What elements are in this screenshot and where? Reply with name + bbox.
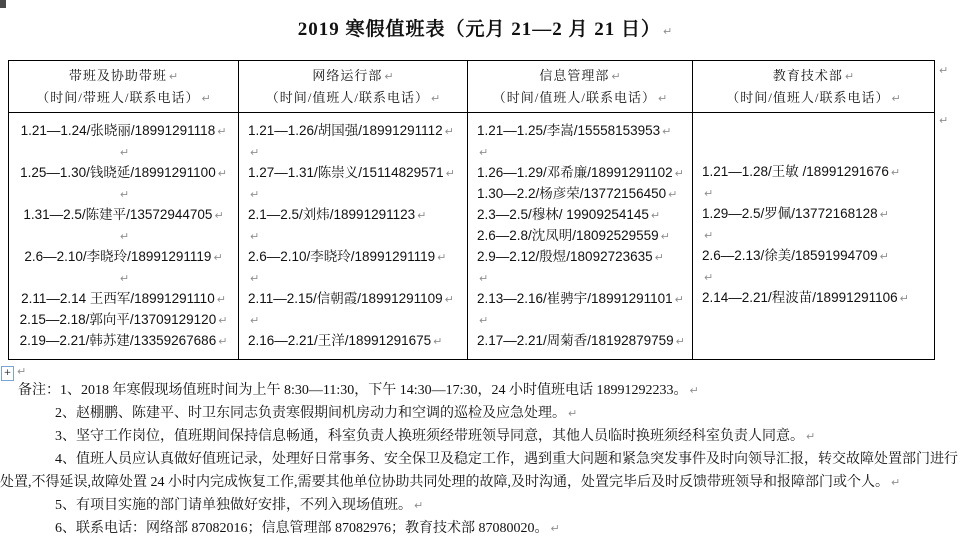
paragraph-mark: ↵ <box>479 272 489 285</box>
column-body <box>468 113 692 359</box>
paragraph-mark: ↵ <box>445 167 455 180</box>
column-header-title: 教育技术部 <box>772 67 843 83</box>
paragraph-mark: ↵ <box>216 293 226 306</box>
paragraph-mark: ↵ <box>119 188 130 201</box>
paragraph-mark: ↵ <box>218 314 228 327</box>
paragraph-mark: ↵ <box>119 146 130 159</box>
paragraph-mark: ↵ <box>650 209 661 222</box>
object-anchor-icon: + <box>1 366 14 381</box>
column-lead-duty <box>9 61 239 359</box>
duty-line: 1.21—1.28/王敏 /18991291676 ↵ <box>702 164 901 179</box>
paragraph-mark: ↵ <box>658 91 668 105</box>
paragraph-mark: ↵ <box>417 209 427 222</box>
duty-line <box>477 141 692 162</box>
paragraph-mark: ↵ <box>704 229 714 242</box>
column-header <box>9 61 238 113</box>
paragraph-mark: ↵ <box>217 125 227 138</box>
duty-line: 2.11—2.14 王西军/18991291110 ↵ <box>21 291 226 306</box>
duty-line: 1.30—2.2/杨彦荣/13772156450 ↵ <box>477 186 678 201</box>
paragraph-mark: ↵ <box>879 208 889 221</box>
duty-line: 1.26—1.29/邓希廉/18991291102 ↵ <box>477 165 684 180</box>
paragraph-mark: ↵ <box>611 69 621 83</box>
text-boundary-corner-mark <box>0 0 6 8</box>
duty-line: 2.9—2.12/殷煜/18092723635 ↵ <box>477 249 664 264</box>
paragraph-mark: ↵ <box>675 335 685 348</box>
duty-line: 2.6—2.8/沈凤明/18092529559 ↵ <box>477 228 670 243</box>
paragraph-mark: ↵ <box>568 407 578 420</box>
duty-line: 2.15—2.18/郭向平/13709129120 ↵ <box>19 312 228 327</box>
column-body <box>693 113 934 359</box>
column-header-subtitle: （时间/值班人/联系电话） <box>265 89 429 105</box>
column-header-subtitle: （时间/带班人/联系电话） <box>36 89 200 105</box>
page-title <box>0 14 970 41</box>
column-header <box>239 61 467 113</box>
duty-line <box>477 267 692 288</box>
paragraph-mark: ↵ <box>17 365 27 378</box>
duty-line: 2.6—2.10/李晓玲/18991291119 ↵ <box>24 249 223 264</box>
duty-line <box>9 267 238 288</box>
end-of-row-mark: ↵ <box>939 64 949 77</box>
paragraph-mark: ↵ <box>891 476 901 489</box>
duty-line: 1.27—1.31/陈崇义/15114829571 ↵ <box>248 165 455 180</box>
paragraph-mark: ↵ <box>479 314 489 327</box>
paragraph-mark: ↵ <box>214 209 224 222</box>
duty-line: 2.6—2.10/李晓玲/18991291119 ↵ <box>248 249 447 264</box>
paragraph-mark: ↵ <box>662 125 672 138</box>
duty-line: 2.19—2.21/韩苏建/13359267686 ↵ <box>19 333 228 348</box>
duty-line <box>9 141 238 162</box>
duty-line: 2.17—2.21/周菊香/18192879759 ↵ <box>477 333 685 348</box>
duty-line <box>477 309 692 330</box>
column-header-subtitle: （时间/值班人/联系电话） <box>726 89 890 105</box>
paragraph-mark: ↵ <box>844 69 855 83</box>
paragraph-mark: ↵ <box>704 271 714 284</box>
duty-line <box>702 266 934 287</box>
duty-line <box>9 225 238 246</box>
column-header-title: 信息管理部 <box>539 67 610 83</box>
duty-line: 1.21—1.25/李嵩/15558153953 ↵ <box>477 123 672 138</box>
paragraph-mark: ↵ <box>119 230 130 243</box>
duty-line: 1.21—1.24/张晓丽/18991291118 ↵ <box>20 123 227 138</box>
paragraph-mark: ↵ <box>890 166 901 179</box>
paragraph-mark: ↵ <box>663 25 673 38</box>
paragraph-mark: ↵ <box>213 251 223 264</box>
end-of-row-mark: ↵ <box>939 114 949 127</box>
column-network-operations <box>239 61 468 359</box>
paragraph-mark: ↵ <box>414 499 424 512</box>
paragraph-mark: ↵ <box>250 272 260 285</box>
duty-line <box>248 183 467 204</box>
note-item: 2、赵棚鹏、陈建平、时卫东同志负责寒假期间机房动力和空调的巡检及应急处理。 ↵ <box>55 406 578 421</box>
paragraph-mark: ↵ <box>168 69 179 83</box>
paragraph-mark: ↵ <box>444 125 454 138</box>
paragraph-mark: ↵ <box>250 146 260 159</box>
duty-line: 1.25—1.30/钱晓延/18991291100 ↵ <box>20 165 227 180</box>
paragraph-mark: ↵ <box>704 187 714 200</box>
duty-line <box>248 267 467 288</box>
duty-line <box>248 309 467 330</box>
paragraph-mark: ↵ <box>668 188 678 201</box>
column-body <box>9 113 238 359</box>
paragraph-mark: ↵ <box>218 335 228 348</box>
paragraph-mark: ↵ <box>891 91 901 105</box>
paragraph-mark: ↵ <box>250 314 260 327</box>
note-item: 备注：1、2018 年寒假现场值班时间为上午 8:30—11:30，下午 14:30—17:30，24 小时值班电话 18991292233。 ↵ <box>18 383 699 398</box>
duty-line <box>702 182 934 203</box>
note-item: 6、联系电话：网络部 87082016；信息管理部 87082976；教育技术部 87080020。 ↵ <box>55 521 560 536</box>
paragraph-mark: ↵ <box>689 384 699 397</box>
paragraph-mark: ↵ <box>444 293 454 306</box>
column-header-subtitle: （时间/值班人/联系电话） <box>492 89 656 105</box>
paragraph-mark: ↵ <box>217 167 227 180</box>
paragraph-mark: ↵ <box>201 91 211 105</box>
note-item: 5、有项目实施的部门请单独做好安排，不列入现场值班。 ↵ <box>55 498 424 513</box>
duty-line <box>702 224 934 245</box>
page-title-text: 2019 寒假值班表（元月 21—2 月 21 日） <box>297 19 662 40</box>
paragraph-mark: ↵ <box>674 293 684 306</box>
paragraph-mark: ↵ <box>479 146 489 159</box>
paragraph-mark: ↵ <box>384 69 394 83</box>
paragraph-mark: ↵ <box>250 230 260 243</box>
paragraph-mark: ↵ <box>879 250 889 263</box>
duty-line: 2.14—2.21/程波苗/18991291106 ↵ <box>702 290 909 305</box>
column-information-management <box>468 61 693 359</box>
column-body <box>239 113 467 359</box>
duty-line <box>9 183 238 204</box>
paragraph-mark: ↵ <box>806 430 816 443</box>
paragraph-mark: ↵ <box>550 522 560 535</box>
note-item: 4、值班人员应认真做好值班记录，处理好日常事务、安全保卫及稳定工作，遇到重大问题和紧急突发事件及时向领导汇报，转交故障处置部门进行处置,不得延误,故障处置 24 小时内完成恢复工作,需要其他单位协助共同处理的故障,及时沟通，处置完毕后及时反馈带班领导和报障部门或个人。 ↵ <box>0 452 958 490</box>
column-header <box>468 61 692 113</box>
notes-section <box>0 379 966 540</box>
note-item: 3、坚守工作岗位，值班期间保持信息畅通，科室负责人换班须经带班领导同意，其他人员临时换班须经科室负责人同意。 ↵ <box>55 429 816 444</box>
paragraph-mark: ↵ <box>899 292 909 305</box>
duty-line: 1.31—2.5/陈建平/13572944705 ↵ <box>23 207 224 222</box>
duty-line: 2.11—2.15/信朝霞/18991291109 ↵ <box>248 291 454 306</box>
notes-label: 备注： <box>18 383 60 398</box>
duty-line: 1.21—1.26/胡国强/18991291112 ↵ <box>248 123 454 138</box>
duty-line: 2.3—2.5/穆林/ 19909254145 ↵ <box>477 207 661 222</box>
paragraph-mark: ↵ <box>431 91 441 105</box>
column-header-title: 带班及协助带班 <box>68 67 167 83</box>
column-education-technology <box>693 61 934 359</box>
column-header-title: 网络运行部 <box>312 67 383 83</box>
paragraph-mark: ↵ <box>250 188 260 201</box>
duty-line <box>248 141 467 162</box>
paragraph-mark: ↵ <box>437 251 447 264</box>
duty-line: 2.6—2.13/徐美/18591994709 ↵ <box>702 248 889 263</box>
duty-table <box>8 60 935 360</box>
paragraph-mark: ↵ <box>433 335 443 348</box>
paragraph-mark: ↵ <box>660 230 670 243</box>
duty-line: 2.16—2.21/王洋/18991291675 ↵ <box>248 333 443 348</box>
paragraph-mark: ↵ <box>654 251 664 264</box>
paragraph-mark: ↵ <box>119 272 130 285</box>
duty-line: 2.1—2.5/刘炜/18991291123 ↵ <box>248 207 427 222</box>
duty-line: 1.29—2.5/罗佩/13772168128 ↵ <box>702 206 889 221</box>
duty-line: 2.13—2.16/崔骋宇/18991291101 ↵ <box>477 291 684 306</box>
duty-line <box>248 225 467 246</box>
column-header <box>693 61 934 113</box>
paragraph-mark: ↵ <box>674 167 684 180</box>
